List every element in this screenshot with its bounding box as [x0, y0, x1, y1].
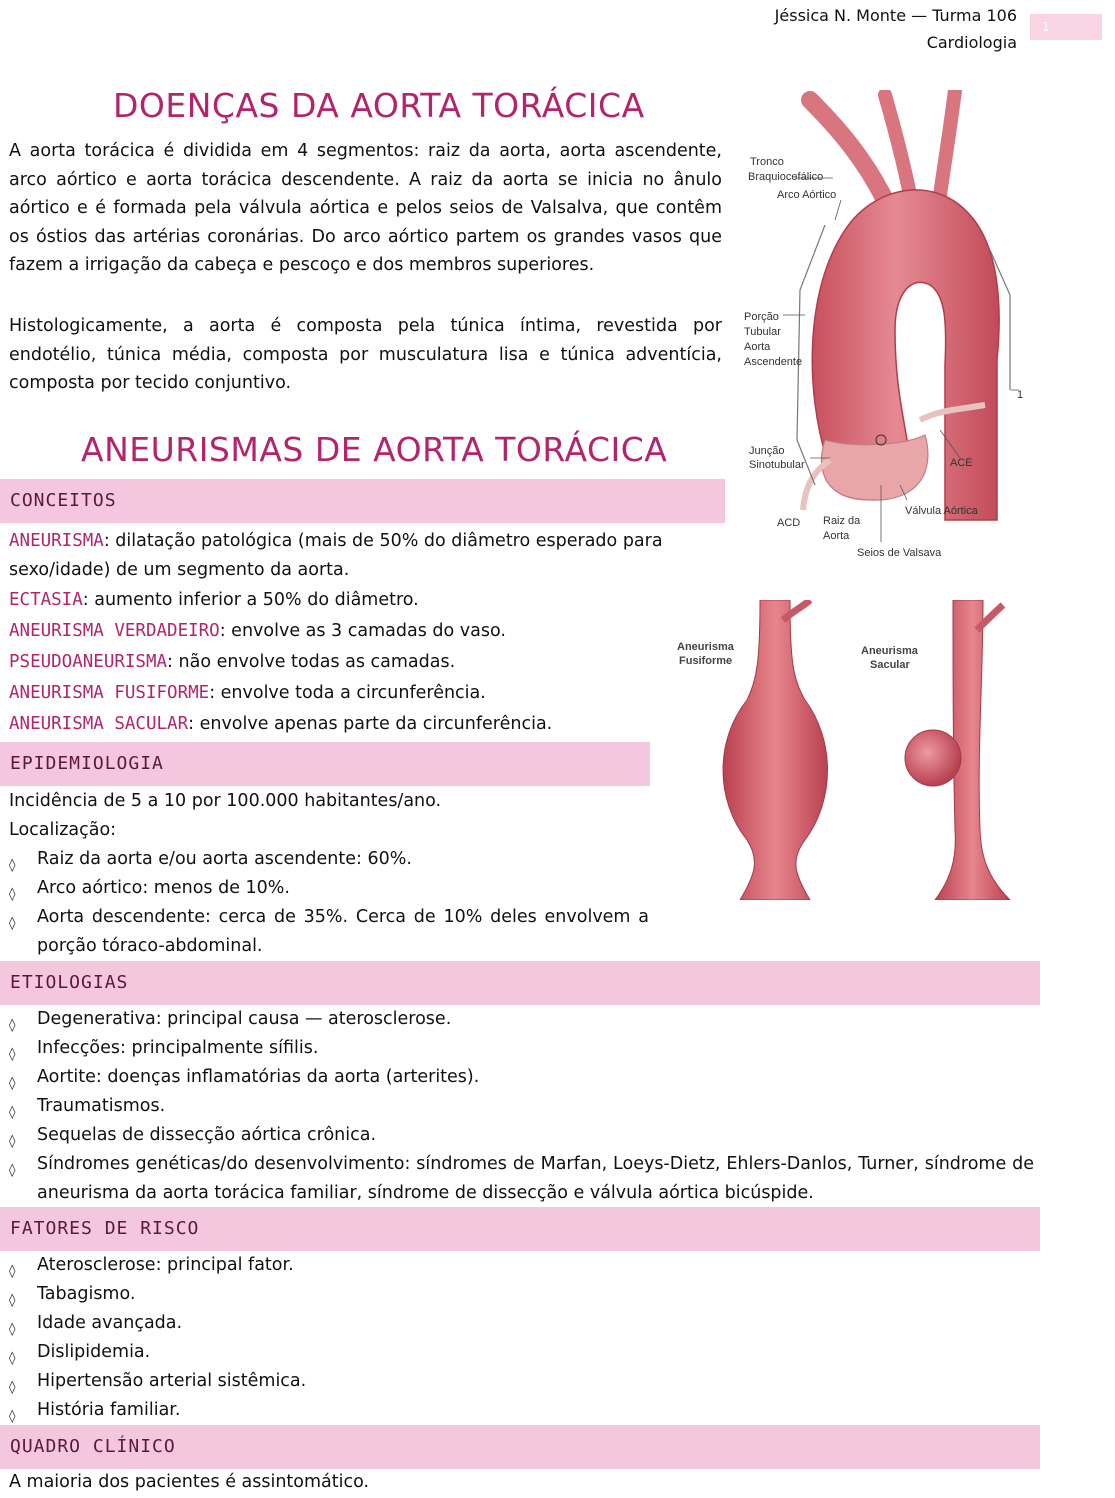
diamond-bullet-icon: ◊ — [9, 1134, 16, 1149]
definition-sacular: ANEURISMA SACULAR: envolve apenas parte da circunferência. — [9, 714, 553, 734]
label-raiz-aorta: Aorta — [823, 530, 850, 542]
list-item: ◊ Traumatismos. — [9, 1092, 1034, 1121]
subject-line: Cardiologia — [926, 33, 1017, 52]
section-quadro-clinico: QUADRO CLÍNICO — [0, 1425, 1040, 1469]
aneurysm-title: ANEURISMAS DE AORTA TORÁCICA — [81, 430, 668, 469]
section-conceitos: CONCEITOS — [0, 479, 725, 523]
list-item: ◊ Degenerativa: principal causa — aterosclerose. — [9, 1005, 1034, 1034]
diamond-bullet-icon: ◊ — [9, 1322, 16, 1337]
diamond-bullet-icon: ◊ — [9, 1047, 16, 1062]
diamond-bullet-icon: ◊ — [9, 1351, 16, 1366]
page-number: 1 — [1030, 14, 1102, 40]
list-item: ◊ Aterosclerose: principal fator. — [9, 1251, 1034, 1280]
list-item: ◊ Tabagismo. — [9, 1280, 1034, 1309]
list-item: ◊ Infecções: principalmente sífilis. — [9, 1034, 1034, 1063]
label-tronco: Tronco — [750, 156, 784, 168]
list-item: ◊ Síndromes genéticas/do desenvolvimento: síndromes de Marfan, Loeys-Dietz, Ehlers-Danlos, Turner, síndrome de aneurisma da aorta torácica familiar, síndrome de dissecção e válvula aórtica bicúspide. — [9, 1154, 1034, 1203]
diamond-bullet-icon: ◊ — [9, 887, 16, 902]
list-item: ◊ Dislipidemia. — [9, 1338, 1034, 1367]
diamond-bullet-icon: ◊ — [9, 1018, 16, 1033]
label-sinotubular: Sinotubular — [749, 459, 805, 471]
incidence-text: Incidência de 5 a 10 por 100.000 habitantes/ano. — [9, 791, 442, 811]
diamond-bullet-icon: ◊ — [9, 1380, 16, 1395]
label-arco-aortico: Arco Aórtico — [777, 189, 837, 201]
label-ace: ACE — [950, 457, 973, 469]
label-fusiforme-line2: Fusiforme — [679, 655, 733, 667]
aneurysm-types-figure — [665, 600, 1045, 900]
label-raiz-da: Raiz da — [823, 515, 861, 527]
label-tubular: Tubular — [744, 326, 781, 338]
list-item: ◊ História familiar. — [9, 1396, 1034, 1425]
clinical-text: A maioria dos pacientes é assintomático. — [9, 1472, 370, 1492]
list-item: ◊ Arco aórtico: menos de 10%. — [9, 874, 649, 903]
section-etiologias: ETIOLOGIAS — [0, 961, 1040, 1005]
label-valvula-aortica: Válvula Aórtica — [905, 505, 978, 517]
etiologies-list — [9, 1005, 1034, 1208]
label-seios-valsava: Seios de Valsava — [857, 547, 942, 559]
diamond-bullet-icon: ◊ — [9, 1076, 16, 1091]
list-item: ◊ Hipertensão arterial sistêmica. — [9, 1367, 1034, 1396]
label-acd: ACD — [777, 517, 801, 529]
list-item: ◊ Raiz da aorta e/ou aorta ascendente: 60%. — [9, 845, 649, 874]
diamond-bullet-icon: ◊ — [9, 1293, 16, 1308]
main-title: DOENÇAS DA AORTA TORÁCICA — [113, 86, 645, 125]
label-one: 1 — [1017, 389, 1024, 401]
diamond-bullet-icon: ◊ — [9, 1105, 16, 1120]
definition-verdadeiro: ANEURISMA VERDADEIRO: envolve as 3 camadas do vaso. — [9, 621, 506, 641]
risk-factors-list — [9, 1251, 1034, 1425]
diamond-bullet-icon: ◊ — [9, 916, 16, 931]
aorta-anatomy-figure — [735, 90, 1025, 570]
document-header — [775, 2, 1017, 56]
definition-ectasia: ECTASIA: aumento inferior a 50% do diâmetro. — [9, 590, 419, 610]
section-epidemiologia: EPIDEMIOLOGIA — [0, 742, 650, 786]
list-item: ◊ Aortite: doenças inflamatórias da aorta (arterites). — [9, 1063, 1034, 1092]
label-juncao: Junção — [749, 445, 785, 457]
localization-list — [9, 845, 649, 961]
label-ascendente: Ascendente — [744, 356, 803, 368]
definition-pseudoaneurisma: PSEUDOANEURISMA: não envolve todas as camadas. — [9, 652, 456, 672]
definition-aneurisma: ANEURISMA: dilatação patológica (mais de 50% do diâmetro esperado para sexo/idade) de um segmento da aorta. — [9, 531, 663, 580]
localization-label: Localização: — [9, 820, 117, 840]
diamond-bullet-icon: ◊ — [9, 858, 16, 873]
list-item: ◊ Sequelas de dissecção aórtica crônica. — [9, 1121, 1034, 1150]
intro-paragraph-histology: Histologicamente, a aorta é composta pela túnica íntima, revestida por endotélio, túnica média, composta por musculatura lisa e túnica adventícia, composta por tecido conjuntivo. — [9, 316, 722, 394]
label-braquiocefalico: Braquiocefálico — [748, 171, 824, 183]
author-line: Jéssica N. Monte — Turma 106 — [774, 6, 1017, 25]
label-sacular-line2: Sacular — [870, 659, 910, 671]
label-sacular-line1: Aneurisma — [861, 645, 918, 657]
list-item: ◊ Idade avançada. — [9, 1309, 1034, 1338]
section-fatores-de-risco: FATORES DE RISCO — [0, 1207, 1040, 1251]
diamond-bullet-icon: ◊ — [9, 1264, 16, 1279]
label-porcao: Porção — [744, 311, 779, 323]
label-fusiforme-line1: Aneurisma — [677, 641, 734, 653]
diamond-bullet-icon: ◊ — [9, 1163, 16, 1178]
definitions-list — [9, 527, 722, 740]
list-item: ◊ Aorta descendente: cerca de 35%. Cerca de 10% deles envolvem a porção tóraco-abdominal. — [9, 907, 649, 956]
intro-paragraph-segments: A aorta torácica é dividida em 4 segmentos: raiz da aorta, aorta ascendente, arco aórtico e aorta torácica descendente. A raiz da aorta se inicia no ânulo aórtico e é formada pela válvula aórtica e pelos seios de Valsalva, que contêm os óstios das artérias coronárias. Do arco aórtico partem os grandes vasos que fazem a irrigação da cabeça e pescoço e dos membros superiores. — [9, 141, 722, 276]
definition-fusiforme: ANEURISMA FUSIFORME: envolve toda a circunferência. — [9, 683, 486, 703]
label-aorta: Aorta — [744, 341, 771, 353]
diamond-bullet-icon: ◊ — [9, 1409, 16, 1424]
